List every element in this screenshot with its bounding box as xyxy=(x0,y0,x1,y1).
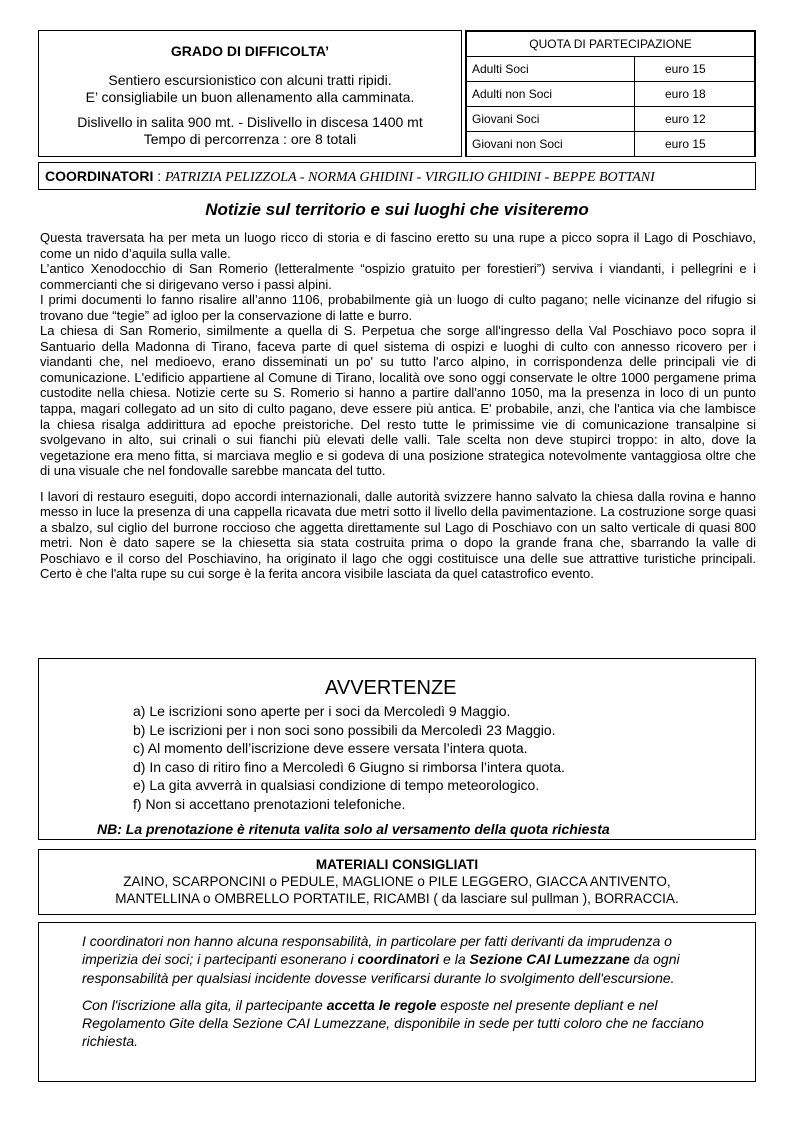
list-item: a) Le iscrizioni sono aperte per i soci da Mercoledì 9 Maggio. xyxy=(133,703,511,719)
territory-text xyxy=(40,230,756,582)
list-item: b) Le iscrizioni per i non soci sono possibili da Mercoledì 23 Maggio. xyxy=(133,721,556,738)
materials-box xyxy=(38,849,756,915)
coordinators-label: COORDINATORI xyxy=(45,168,154,184)
fee-price: euro 12 xyxy=(635,107,755,132)
fee-label: Giovani non Soci xyxy=(467,132,635,157)
difficulty-line-3: Dislivello in salita 900 mt. - Dislivello in discesa 1400 mt xyxy=(77,114,423,130)
disclaimer-paragraph-2 xyxy=(82,996,722,1051)
paragraph: I primi documenti lo fanno risalire all’anno 1106, probabilmente già un luogo di culto pagano; nelle vicinanze del rifugio si trovano due “tegie” ad igloo per la conservazione di latte e burro. xyxy=(40,292,756,323)
fee-price: euro 15 xyxy=(635,132,755,157)
materials-line-2: MANTELLINA o OMBRELLO PORTATILE, RICAMBI ( da lasciare sul pullman ), BORRACCIA. xyxy=(115,891,679,906)
warnings-list xyxy=(133,702,755,813)
list-item: e) La gita avverrà in qualsiasi condizione di tempo meteorologico. xyxy=(133,777,540,793)
paragraph: La chiesa di San Romerio, similmente a quella di S. Perpetua che sorge all'ingresso della Val Poschiavo poco sopra il Santuario della Madonna di Tirano, faceva parte di quel sistema di ospizi e luoghi di culto con annesso ricovero per i viandanti che, nel medioevo, erano disseminati un po' su tutto l'arco alpino, in corrispondenza delle principali vie di comunicazione. L'edificio appartiene al Comune di Tirano, località ove sono oggi conservate le oltre 1000 pergamene prima custodite nella chiesa. Notizie certe su S. Romerio si hanno a partire dall'anno 1050, ma la presenza in loco di un punto tappa, magari collegato ad un sito di culto pagano, deve essere più antica. E' probabile, anzi, che l'antica via che lambisce la chiesa risalga addirittura ad epoche preistoriche. Del resto tutte le primissime vie di comunicazione transalpine si svolgevano in alto, sui crinali o sui fianchi più elevati delle valli. Tale scelta non deve stupirci troppo: in alto, dove la vegetazione era meno fitta, si marciava meglio e si godeva di una posizione strategica notevolmente vantaggiosa oltre che di una visuale che nel fondovalle sarebbe mancata del tutto. xyxy=(40,323,756,479)
fee-row xyxy=(467,82,755,107)
disclaimer-paragraph-1 xyxy=(82,932,722,987)
paragraph: Questa traversata ha per meta un luogo ricco di storia e di fascino eretto su una rupe a picco sopra il Lago di Poschiavo, come un nido d’aquila sulla valle. xyxy=(40,230,756,261)
fee-box xyxy=(465,30,756,157)
disclaimer-text: da ogni responsabilità per qualsiasi incidente dovesse verificarsi durante lo svolgimento dell'escursione. xyxy=(82,951,680,986)
list-item: d) In caso di ritiro fino a Mercoledì 6 Giugno si rimborsa l’intera quota. xyxy=(133,758,565,775)
booking-note: NB: La prenotazione è ritenuta valita solo al versamento della quota richiesta xyxy=(97,821,610,837)
disclaimer-text: e la xyxy=(439,951,470,968)
paragraph: I lavori di restauro eseguiti, dopo accordi internazionali, dalle autorità svizzere hanno salvato la chiesa dalla rovina e hanno messo in luce la presenza di una cappella ricavata due metri sotto il livello della pavimentazione. La costruzione sorge quasi a sbalzo, sul ciglio del burrone roccioso che aggetta direttamente sul Lago di Poschiavo con un salto verticale di quasi 800 metri. Non è dato sapere se la chiesetta sia stata costruita prima o dopo la grande frana che, sbarrando la valle di Poschiavo e il corso del Poschiavino, ha originato il lago che oggi costituisce una delle sue attrattive turistiche principali. Certo è che l'alta rupe su cui sorge è la ferita ancora visibile lasciata da quel catastrofico evento. xyxy=(40,488,756,582)
disclaimer-box xyxy=(38,922,756,1082)
difficulty-title: GRADO DI DIFFICOLTA’ xyxy=(170,43,330,59)
disclaimer-text: I coordinatori non hanno alcuna responsabilità, in particolare per fatti derivanti da imprudenza o imperizia dei soci; i partecipanti esonerano i xyxy=(82,933,672,968)
fee-price: euro 18 xyxy=(635,82,755,107)
fee-title: QUOTA DI PARTECIPAZIONE xyxy=(467,32,755,57)
materials-line-1: ZAINO, SCARPONCINI o PEDULE, MAGLIONE o PILE LEGGERO, GIACCA ANTIVENTO, xyxy=(123,874,671,889)
coordinators-separator: : xyxy=(153,168,166,184)
warnings-box xyxy=(38,658,756,840)
disclaimer-text: Con l'iscrizione alla gita, il partecipante xyxy=(82,996,327,1013)
materials-title: MATERIALI CONSIGLIATI xyxy=(315,857,479,872)
fee-label: Giovani Soci xyxy=(467,107,635,132)
disclaimer-bold: accetta le regole xyxy=(326,996,437,1013)
list-item: f) Non si accettano prenotazioni telefoniche. xyxy=(133,795,406,812)
disclaimer-bold: coordinatori xyxy=(357,951,440,968)
difficulty-line-4: Tempo di percorrenza : ore 8 totali xyxy=(143,131,357,147)
list-item: c) Al momento dell’iscrizione deve essere versata l’intera quota. xyxy=(133,740,528,756)
difficulty-line-1: Sentiero escursionistico con alcuni tratti ripidi. xyxy=(108,72,392,88)
difficulty-line-2: E’ consigliabile un buon allenamento alla camminata. xyxy=(85,89,415,105)
fee-row xyxy=(467,132,755,157)
fee-label: Adulti non Soci xyxy=(467,82,635,107)
disclaimer-text: esposte nel presente depliant e nel Regolamento Gite della Sezione CAI Lumezzane, disponibile in sede per tutti coloro che ne facciano richiesta. xyxy=(82,996,704,1050)
disclaimer-bold: Sezione CAI Lumezzane xyxy=(469,951,630,968)
warnings-title: AVVERTENZE xyxy=(325,677,457,699)
fee-label: Adulti Soci xyxy=(467,57,635,82)
fee-row xyxy=(467,107,755,132)
section-title: Notizie sul territorio e sui luoghi che visiteremo xyxy=(205,200,589,219)
coordinators-names: PATRIZIA PELIZZOLA - NORMA GHIDINI - VIRGILIO GHIDINI - BEPPE BOTTANI xyxy=(165,170,655,185)
paragraph: L’antico Xenodocchio di San Romerio (letteralmente “ospizio gratuito per forestieri”) serviva i viandanti, i pellegrini e i commercianti che si dirigevano verso i passi alpini. xyxy=(40,261,756,292)
fee-price: euro 15 xyxy=(635,57,755,82)
fee-row xyxy=(467,57,755,82)
difficulty-box xyxy=(38,30,462,157)
fee-table xyxy=(466,31,755,157)
coordinators-box xyxy=(38,162,756,190)
